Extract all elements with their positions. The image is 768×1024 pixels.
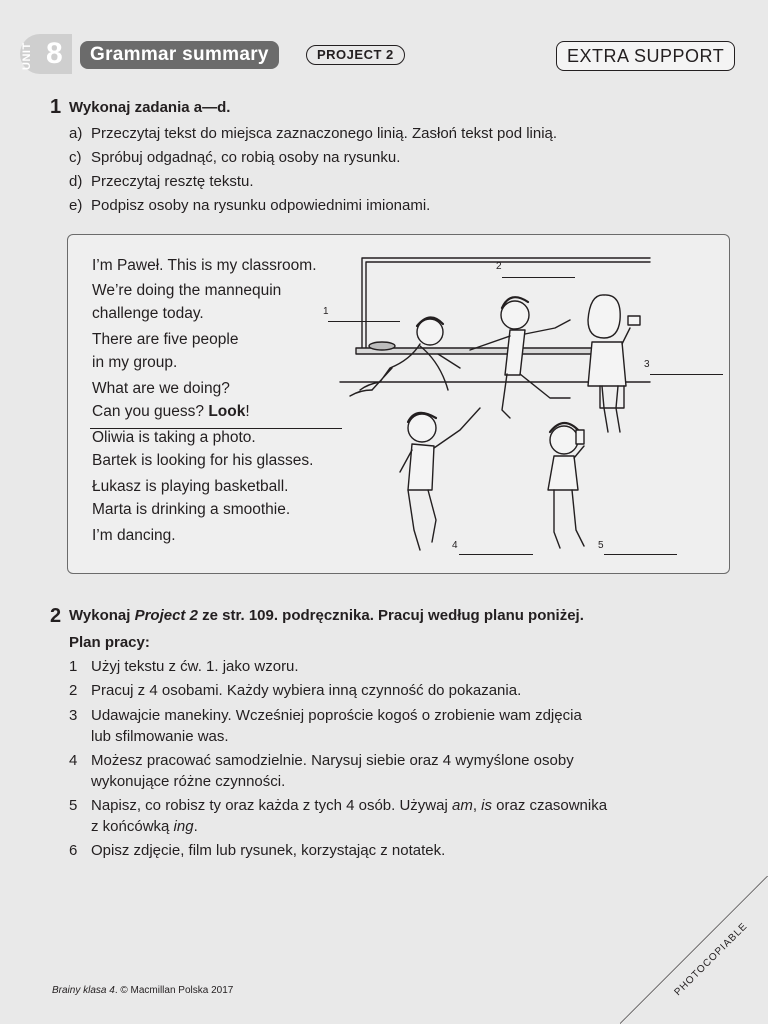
plan-list [69,656,729,864]
blank-number-1: 1 [323,306,329,317]
story-line: We’re doing the mannequin [92,282,282,299]
story-line: I’m dancing. [92,527,176,544]
cover-line [90,428,342,429]
story-line: I’m Paweł. This is my classroom. [92,257,317,274]
footer-copyright: Brainy klasa 4. © Macmillan Polska 2017 [52,985,234,996]
unit-word: UNIT [21,42,33,70]
story-line: Marta is drinking a smoothie. [92,501,291,518]
blank-number-5: 5 [598,540,604,551]
story-line: What are we doing? [92,380,230,397]
plan-step: 1 Użyj tekstu z ćw. 1. jako wzoru. [69,658,299,675]
plan-heading: Plan pracy: [69,634,150,651]
task-e: e) Podpisz osoby na rysunku odpowiednimi imionami. [69,197,431,214]
smoothie-cup-icon [576,430,584,444]
photocopiable-corner [620,876,768,1024]
answer-blank-2[interactable] [502,277,575,278]
story-line: in my group. [92,354,178,371]
exercise1-title: Wykonaj zadania a—d. [69,99,231,116]
plan-step: 3 Udawajcie manekiny. Wcześniej poproście kogoś o zrobienie wam zdjęcia lub sfilmowanie was. [69,707,582,745]
answer-blank-1[interactable] [328,321,400,322]
dancing-boy-figure [400,408,480,550]
blank-number-3: 3 [644,359,650,370]
exercise1-task-list [69,122,709,218]
story-line: challenge today. [92,305,204,322]
task-d: d) Przeczytaj resztę tekstu. [69,173,254,190]
standing-boy-figure [470,297,570,418]
look-word: Look [208,403,246,420]
classroom-illustration [320,250,730,570]
task-a: a) Przeczytaj tekst do miejsca zaznaczonego linią. Zasłoń tekst pod linią. [69,125,558,142]
extra-support-badge: EXTRA SUPPORT [556,41,735,71]
girl-with-camera-figure [588,295,640,432]
girl-drinking-figure [548,423,584,548]
project-badge: PROJECT 2 [306,45,405,65]
story-line: Bartek is looking for his glasses. [92,452,314,469]
story-line: There are five people [92,331,239,348]
story-line: Łukasz is playing basketball. [92,478,289,495]
camera-icon [628,316,640,325]
exercise2-number: 2 [50,605,62,627]
board-ledge [356,348,616,354]
section-title: Grammar summary [80,41,279,69]
exercise1-number: 1 [50,96,62,118]
plan-step: 5 Napisz, co robisz ty oraz każda z tych 4 osób. Używaj am, is oraz czasownika z końcówką ing. [69,797,608,835]
glasses-case [369,342,395,350]
story-text [92,254,317,547]
plan-step: 4 Możesz pracować samodzielnie. Narysuj siebie oraz 4 wymyślone osoby wykonujące różne czynności. [69,752,574,790]
answer-blank-3[interactable] [650,374,723,375]
task-c: c) Spróbuj odgadnąć, co robią osoby na rysunku. [69,149,401,166]
story-line: Can you guess? Look! [92,403,250,420]
photocopiable-label: PHOTOCOPIABLE [672,920,750,999]
plan-step: 2 Pracuj z 4 osobami. Każdy wybiera inną czynność do pokazania. [69,682,522,699]
unit-number: 8 [46,37,63,70]
blank-number-4: 4 [452,540,458,551]
blank-number-2: 2 [496,261,502,272]
answer-blank-4[interactable] [459,554,533,555]
exercise2-title: Wykonaj Project 2 ze str. 109. podręcznika. Pracuj według planu poniżej. [69,607,584,624]
plan-step: 6 Opisz zdjęcie, film lub rysunek, korzystając z notatek. [69,842,446,859]
story-line: Oliwia is taking a photo. [92,429,256,446]
answer-blank-5[interactable] [604,554,677,555]
